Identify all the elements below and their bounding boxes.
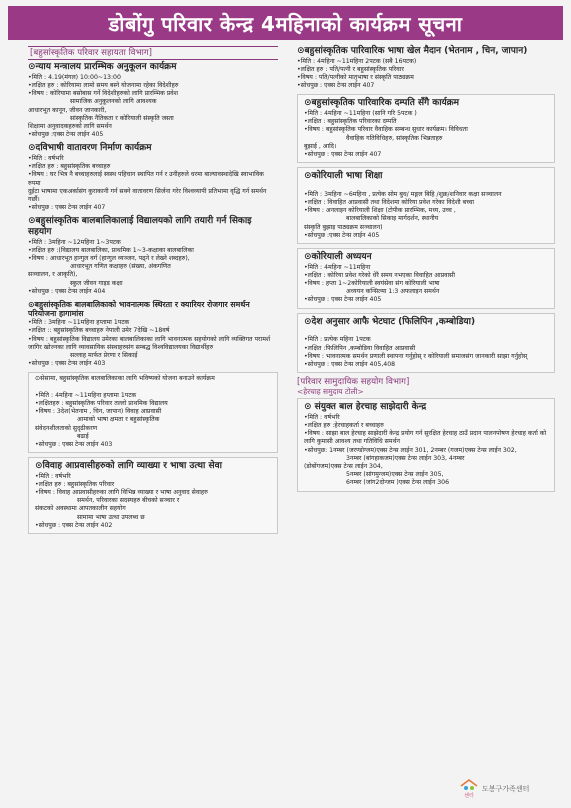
program-block	[297, 248, 555, 309]
program-detail: •मिति : 4महिना ~11महिना 2पटक (सबै 16पटक)	[297, 57, 417, 65]
program-detail: •विषय : भावनात्मक समर्थन प्रणाली स्थापना गर्नुहोस् र कोरियाली समाजसंग जानकारी साझा गर्नुहोस्	[304, 352, 528, 360]
program-detail: •लक्षित : विवाहित आप्रवासी तथा विदेशमा कोरिया प्रवेश गरेका विदेशी बच्चा	[304, 199, 475, 207]
program-detail: संवेदनशीलताको सुदृढीकरण	[35, 424, 98, 432]
program-title: ⊙बहुसांस्कृतिक बालबालिकालाई विद्यालयको लागि तयारी गर्न सिकाइ सहयोग	[28, 216, 252, 237]
program-detail: 6नम्बर (जांग2दोन्जम )एक्स टेन्स लाईन 306	[346, 479, 450, 487]
program-detail: •लक्षित हरु : पति/पत्नी र बहुसांस्कृतिक परिवार	[297, 65, 404, 73]
program-detail: समर्थन, परिवारका सदस्यहरु बीचको सञ्चार र	[77, 497, 180, 505]
program-detail: जागिर खोज्नका लागि व्यावसायिक संस्थाहरुसंग सम्बद्ध विश्वविद्यालयका विद्यार्थीहरु	[28, 343, 214, 351]
program-detail: •मिति : 3महिना ~12महिना 1~3पटक	[28, 238, 121, 246]
program-detail: •सोधपुछ : एक्स टेन्स लाईन 405,408	[304, 360, 396, 368]
program-block	[28, 300, 278, 369]
program-detail: •सोधपुछ : एक्स टेन्स लाईन 403	[28, 360, 106, 368]
program-detail	[304, 183, 551, 191]
program-detail: ⊙सेसामा, बहुसांस्कृतिक बालबालिकाका लागि भविष्यको योजना बनाउने कार्यक्रम	[35, 375, 215, 383]
program-block	[297, 398, 555, 491]
program-detail: 5नम्बर (सांगमुन्जम)एक्स टेन्स लाईन 305,	[346, 471, 444, 479]
program-detail: •लक्षित हरु : बहुसांस्कृतिक बच्चाहरु	[28, 163, 111, 171]
program-block	[28, 216, 278, 296]
program-detail: •सोधपुछ :एक्स टेन्स लाईन 405	[304, 231, 380, 239]
program-detail: •विषय : साझा बाल हेरचाह साझेदारी केन्द्र प्रयोग गर्न सुरक्षित हेरचाह ठाउँ प्रदान पालनपोषण हेरचाह कर्ता को लागि कुमासी आवश्य तथा गतिविधि समर्थन	[304, 430, 547, 446]
program-detail: •मिति : 4महिना ~11महिना हप्तामा 1पटक	[35, 391, 137, 399]
program-detail: •सोधपुछ : एक्स टेन्स लाईन 407	[304, 150, 382, 158]
program-detail: •विषय : हप्ता 1~2कोरियाली स्वयंसेवा संग कोरियाली भाषा	[304, 280, 440, 287]
program-detail: •लक्षित हरु :(विद्यालय बालबालिका, प्राथमिक 1~3-कक्षाका बालबालिका	[28, 246, 194, 254]
program-title: ⊙कोरियाली भाषा शिक्षा	[304, 171, 383, 182]
house-icon	[460, 779, 478, 792]
program-detail: •विषय : पति/पत्नीको मातृभाषा र संस्कृति पाठ्यक्रम	[297, 73, 414, 81]
program-detail: •सोधपुछ : एक्स टेन्स लाईन 404	[28, 287, 106, 295]
program-detail: संस्कृति बुझाइ पाठ्यक्रम सञ्चालन)	[304, 223, 383, 231]
program-detail: बुझाई , आदि।	[304, 142, 337, 150]
program-detail: •विषय : बहुसांस्कृतिक परिवार वैवाहिक सम्बन्ध सुधार कार्यक्रम। विविधता	[304, 126, 468, 134]
program-detail: •मिति : वर्षभरि	[35, 472, 71, 480]
program-title: ⊙बहुसांस्कृतिक पारिवारिक दम्पति सँगै कार्यक्रम	[304, 98, 460, 109]
program-detail: •सोधपुछ :एक्स टेन्स लाईन 405	[28, 131, 104, 139]
program-detail: •मिति : 4महिना ~11महिना	[304, 263, 371, 271]
program-detail: •सोधपुछ : एक्स टेन्स लाईन 407	[28, 204, 106, 212]
program-detail: •मिति : वर्षभरि	[304, 413, 340, 421]
page-title: डोबोंगु परिवार केन्द्र 4महिनाको कार्यक्रम सूचना	[8, 6, 563, 40]
program-detail: 3नम्बर (बांगहाकजम)एक्स टेन्स लाईन 303, 4नम्बर	[346, 454, 465, 462]
program-detail: •लक्षितहरु : बहुसांस्कृतिक परिवार तल्लो प्राथमिक विद्यालय	[35, 399, 168, 407]
program-detail: बालबालिकाको सिकाइ मार्गदर्शन, स्थानीय	[346, 215, 439, 223]
program-detail: •मिति : 3महिना ~6महिना , प्रत्येक सोम बुध/ मङ्गल बिहि /शुक्र/शनिवार कक्षा सञ्चालन	[304, 190, 502, 198]
program-detail: •लक्षित हरु : बहुसांस्कृतिक परिवार	[35, 480, 115, 488]
team-heading: <हेरचाह समुदाय टोली>	[297, 387, 364, 397]
program-block	[297, 167, 555, 244]
program-detail: सांस्कृतिक नैतिकता र कोरियाली संस्कृति जस्ता	[70, 114, 174, 122]
program-detail: •सोधपुछ : एक्स टेन्स लाईन 403	[35, 440, 113, 448]
program-title: ⊙बहुसांस्कृतिक पारिवारिक भाषा खेल मैदान (भेतनाम , चिन, जापान)	[297, 46, 528, 56]
program-detail: •लक्षित : कोरिया प्रवेश गरेको धेरै समय नभएका विवाहित आप्रवासी	[304, 271, 455, 279]
program-detail: •लक्षित :फिलिपिन ,कम्बोडिया विवाहित आप्रवासी	[304, 344, 416, 352]
program-detail: आधारभूत गणित कक्षाहरु (संख्या, अंकगणित	[70, 263, 171, 271]
program-title: ⊙देश अनुसार आफै भेटघाट (फिलिपिन ,कम्बोडिया)	[304, 316, 476, 327]
program-title: ⊙विवाह आप्रवासीहरुको लागि व्याख्या र भाषा उत्था सेवा	[35, 461, 222, 472]
program-detail: सञ्चालन, र आकृति),	[28, 271, 78, 279]
program-detail: सामामा भाषा उत्था उपलब्ध छ	[77, 513, 145, 521]
program-block	[28, 372, 278, 453]
right-program-list	[297, 46, 555, 373]
program-detail: •लक्षित :: बहुसांस्कृतिक बच्चाहरु नेपाली उमेर 7देखि ~18वर्ष	[28, 327, 170, 335]
program-detail: •विषय : अनलाइन कोरियाली शिक्षा (टोपीक प्रारम्भिक, मध्य, उच्च ,	[304, 207, 456, 215]
program-detail: •लक्षित हरु :हेरचाहकर्ता र बच्चाहरु	[304, 422, 384, 430]
program-detail: •मिति : वर्षभरि	[28, 155, 64, 163]
program-detail	[35, 384, 274, 392]
program-detail: •विषय : बहुसांस्कृतिक विद्यालय उमेरका बालबालिकाका लागि भावनात्मक सहयोगको लागि व्यक्तिगत परामर्श	[28, 335, 271, 343]
program-detail: (डोबोंगजम)एक्स टेन्स लाईन 304,	[304, 463, 383, 471]
program-detail: •सोधपुछ : एक्स टेन्स लाईन 407	[297, 82, 375, 90]
program-title: ⊙बहुसांस्कृतिक बालबालिकाको भावनात्मक स्थिरता र क्यारियर रोजगार समर्थन परियोजना हागामांस	[28, 299, 250, 319]
program-detail: बढाई	[77, 432, 89, 440]
program-detail: सल्लाह मार्फत प्रेरणा र सिकाई	[70, 352, 138, 359]
program-title: ⊙न्याय मन्त्रालय प्रारम्भिक अनुकूलन कार्यक्रम	[28, 62, 177, 73]
program-title: ⊙दविभाषी वातावरण निर्माण कार्यक्रम	[28, 143, 152, 154]
program-detail: •विषय : कोरियामा बसोबास गर्ने विदेशीहरुको लागि प्रारम्भिक प्रवेश	[28, 90, 178, 98]
program-detail: अध्ययन कन्सिल्मा 1:3 अफलाइन समर्थन	[346, 288, 440, 296]
program-block	[297, 94, 555, 163]
program-detail: •विषय : आधारभूत हान्गुल वर्ग (हान्गुल व्यञ्जन, पढ्ने र लेख्ने शब्दहरु),	[28, 254, 190, 262]
program-title: ⊙ संयुक्त बाल हेरचाह साझेदारी केन्द्र	[304, 402, 427, 413]
program-detail: दुईटा भाषामा एकअर्कासंग कुराकानी गर्न सक्ने वातावरण सिर्जना गरेर विश्वव्यापी प्रतिभामा वृद्धि गर्न समर्थन गर्छौ।	[28, 187, 267, 203]
program-detail: शिक्षामा अनुवादकहरुको लागि समर्थन	[28, 123, 112, 131]
program-block	[297, 313, 555, 374]
program-detail: •मिति : 3महिना ~11महिना हप्तामा 1पटक	[28, 319, 130, 327]
program-detail: •विषय : विवाह आप्रवासीहरुका लागि विभिन्न व्याख्या र भाषा अनुवाद सेवाहरु	[35, 489, 208, 497]
program-detail: •मिति : प्रत्येक महिना 1पटक	[304, 336, 371, 344]
center-logo	[460, 776, 560, 802]
program-block	[28, 62, 278, 139]
program-detail: •सोधपुछ: 1नम्बर (जरण्डोग्जम)एक्स टेन्स लाईन 301, 2नम्बर (गजम)एक्स टेन्स लाईन 302,	[304, 446, 517, 454]
program-detail: वैवाहिक गतिविधिहरु, सांस्कृतिक भिन्नताहरु	[346, 134, 443, 142]
department-heading-2: [परिवार सामुदायिक सहयोग विभाग]	[297, 377, 410, 388]
logo-small-text: 센터	[464, 793, 474, 799]
program-detail: •सोधपुछ : एक्स टेन्स लाईन 405	[304, 296, 382, 304]
program-detail: •मिति : 4.19(मंगल) 10:00~13:00	[28, 73, 121, 81]
left-program-list	[28, 62, 278, 534]
program-detail: •विषय : 3देश(भेतनाम , चिन, जापान) विवाह आप्रवासी	[35, 408, 162, 416]
logo-mark	[460, 779, 478, 799]
program-detail: •मिति : 4महिना ~11महिना (सानि गरि 5पटक )	[304, 109, 417, 117]
program-detail: •विषय : घर भित्र नै बच्चाहरुलाई स्वस्थ पहिचान स्थापित गर्न र उनीहरुले धरमा बाल्यावस्थादेखि स्वाभाविक रुपमा	[28, 171, 264, 187]
program-detail: आमाको भाषा क्षमता र बहुसांस्कृतिक	[77, 416, 160, 424]
program-title: ⊙कोरियाली अध्ययन	[304, 252, 372, 263]
program-detail: संकटको अवस्थामा आपतकालीन सहयोग	[35, 505, 126, 513]
logo-text: 도봉구가족센터	[482, 785, 530, 793]
program-block	[28, 143, 278, 212]
program-detail: स्कुल जीवन गाइड कक्षा	[70, 279, 123, 287]
program-block	[28, 457, 278, 534]
program-detail: •लक्षित हरु : कोरियामा लामो समय बस्ने योजनामा रहेका विदेशीहरु	[28, 82, 179, 90]
right-column	[297, 46, 555, 496]
program-detail: •सोधपुछ : एक्स टेन्स लाईन 402	[35, 521, 113, 529]
program-detail: सामाजिक अनुकूलनको लागि आवश्यक	[70, 98, 157, 106]
left-column	[28, 46, 278, 538]
program-detail: •लक्षित : बहुसांस्कृतिक परिवारका दम्पति	[304, 118, 397, 126]
department-heading: [बहुसांस्कृतिक परिवार सहायता विभाग]	[28, 46, 278, 60]
program-block	[297, 46, 555, 90]
program-detail: आधारभूत कानून, जीवन जानकारी,	[28, 106, 107, 114]
